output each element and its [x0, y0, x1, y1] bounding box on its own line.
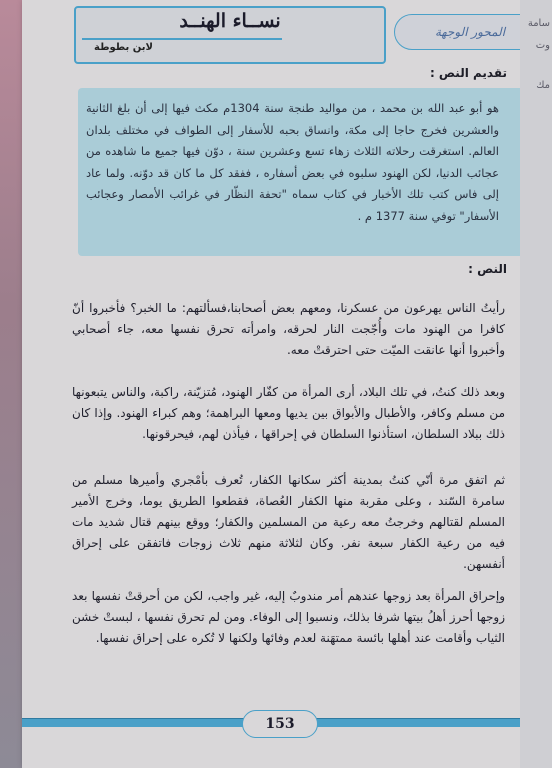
intro-heading: تقديم النص : — [429, 66, 507, 80]
text-heading: النص : — [468, 262, 507, 276]
intro-paragraph: هو أبو عبد الله بن محمد ، من مواليد طنجة سنة 1304م مكث فيها إلى أن بلغ الثانية والعشرين فخرج حاجا إلى مكة، وانساق بحبه للأسفار إلى الطواف في مختلف بلدان العالم. استغرقت رحلاته الثلاث زهاء تسع وعشرين سنة ، دوّن فيها جميع ما شاهده من عجائب الدنيا، لكن الهنود سلبوه في بعض أسفاره ، ففقد كل ما كان قد دوّنه. ولما عاد إلى فاس كتب تلك الأخبار في كتاب سماه "تحفة النظّار في غرائب الأمصار وعجائب الأسفار" توفي سنة 1377 م . — [86, 101, 499, 223]
title-box — [74, 6, 386, 64]
book-page — [22, 0, 537, 768]
text-paragraph-3: ثم اتفق مرة أنّي كنتُ بمدينة أكثر سكانها الكفار، تُعرف بأمْجري وأميرها مسلم من سامرة السّند ، وعلى مقربة منها الكفار العُصاة، فقطعوا الطريق يوما، وخرج الأمير المسلم لقتالهم وخرجتُ معه رعية من المسلمين والكفار؛ ووقع بينهم قتال شديد مات فيه من رعية الكفار سبعة نفر. وكان لثلاثة منهم ثلاث زوجات فاتفقن على إحراق أنفسهن. — [72, 473, 505, 571]
edge-text-1: سامة — [527, 18, 550, 29]
title-underline — [82, 38, 282, 40]
author-name: لابن بطوطة — [94, 42, 153, 53]
page-title: نســاء الهنــد — [179, 10, 281, 32]
text-paragraph-1: رأيتُ الناس يهرعون من عسكرنا، ومعهم بعض أصحابنا،فسألتهم: ما الخبر؟ فأخبروا أنّ كافرا من الهنود مات وأُجّجت النار لحرقه، وامرأته تحرق نفسها معه، جاء أصحابي وأخبروا أنها عانقت الميّت حتى احترقتْ معه. — [72, 301, 505, 357]
edge-text-3: مك — [536, 80, 550, 91]
page-number: 153 — [242, 710, 318, 738]
next-page-edge — [520, 0, 552, 768]
text-paragraph-4: وإحراق المرأة بعد زوجها عندهم أمر مندوبٌ إليه، غير واجب، لكن من أحرقتْ نفسها بعد زوجها أحرز أهلُ بيتها شرفا بذلك، ونسبوا إلى الوفاء. ومن لم تحرق نفسها ، لبستْ خشن الثياب وأقامت عند أهلها بائسة ممتهَنة لعدم وفائها ولكنها لا تُكره على إحراق نفسها. — [72, 589, 505, 645]
edge-text-2: وت — [535, 40, 550, 51]
text-paragraph-2: وبعد ذلك كنتُ، في تلك البلاد، أرى المرأة من كفّار الهنود، مُتزيّنة، راكبة، والناس يتبعونها من مسلم وكافر، والأطبال والأبواق بين يديها ومعها البراهمة؛ وهم كبراء الهنود. وإذا كان ذلك ببلاد السلطان، استأذنوا السلطان في إحراقها ، فيأذن لهم، فيحرقونها. — [72, 385, 505, 441]
section-badge: المحور الوجهة — [394, 14, 537, 50]
